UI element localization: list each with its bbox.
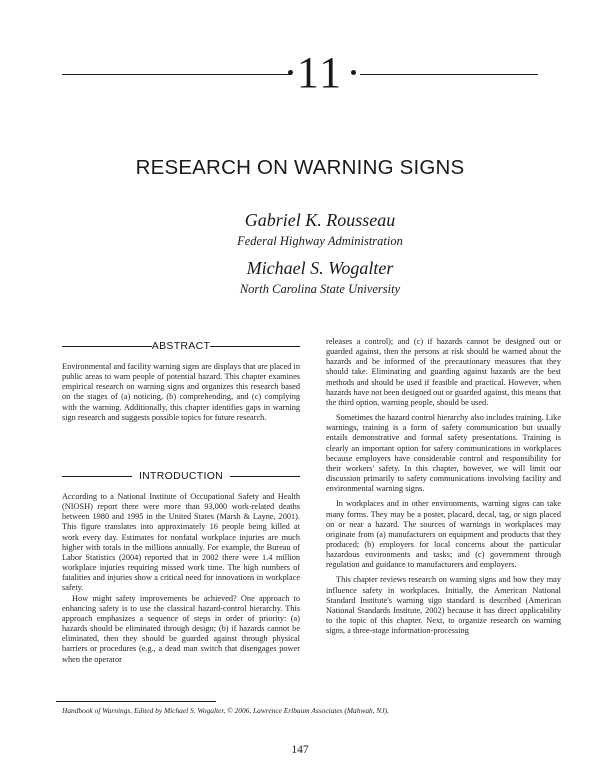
paragraph: This chapter reviews research on warning signs and how they may influence safety in workplaces. Initially, the American National Standard Institute's warning sign standard is described (American National Standards Institute, 2002) because it has direct applicability to the topic of this chapter. Next, to organize research on warning signs, a three-stage information-processing: [326, 575, 561, 636]
author-affiliation: Federal Highway Administration: [237, 234, 403, 248]
paragraph: How might safety improvements be achieved? One approach to enhancing safety is to use the classical hazard-control hierarchy. This approach emphasizes a sequence of steps in order of priority: (a) hazards should be eliminated through design; (b) if hazards cannot be eliminated, then they should be guarded against through physical barriers or procedures (e.g., a dead man switch that disengages power when the operator: [62, 593, 300, 664]
abstract-heading: ABSTRACT: [151, 340, 211, 352]
introduction-heading-block: [62, 470, 300, 484]
author-affiliation: North Carolina State University: [239, 282, 401, 296]
right-column: [326, 337, 561, 636]
abstract-text: Environmental and facility warning signs are displays that are placed in public areas to warn people of potential hazard. This chapter examines empirical research on warning signs and organizes this research based on the stages of (a) noticing, (b) comprehending, and (c) complying with the warning. Additionally, this chapter identifies gaps in warning sign research and suggests possible topics for future research.: [62, 362, 300, 422]
paragraph: According to a National Institute of Occupational Safety and Health (NIOSH) report there were more than 93,000 work-related deaths between 1980 and 1995 in the United States (Marsh & Layne, 2001). This figure translates into approximately 16 people being killed at work every day. Estimates for nonfatal workplace injuries are much higher with totals in the millions annually. For example, the Bureau of Labor Statistics (2004) reported that in 2002 there were 1.4 million workplace injuries requiring missed work time. The high numbers of fatalities and injuries show a critical need for innovations in workplace safety.: [62, 492, 300, 593]
heading-rule: [210, 346, 300, 347]
chapter-number: 11: [296, 48, 344, 97]
footnote-rule: [56, 701, 216, 702]
paragraph: In workplaces and in other environments, warning signs can take many forms. They may be a poster, placard, decal, tag, or sign placed on or near a hazard. The sources of warnings in workplaces may originate from (a) manufacturers on equipment and products that they produced; (b) employers for local concerns about the particular hazardous environments and tasks; and (c) government through regulation and guidance to manufacturers and employers.: [326, 499, 561, 570]
page-number: 147: [291, 744, 309, 756]
copyright-footnote: Handbook of Warnings, Edited by Michael S. Wogalter, © 2006, Lawrence Erlbaum Associates (Mahwah, NJ).: [62, 706, 389, 715]
abstract-text-block: [62, 362, 300, 423]
paragraph: releases a control); and (c) if hazards cannot be designed out or guarded against, then the persons at risk should be warned about the hazards and be informed of the precautionary measures that they should take. Eliminating and guarding against hazards are the best methods and should be used if feasible and practical. However, when hazards have not been designed out or guarded against, this means that the third option, warning people, should be used.: [326, 337, 562, 407]
chapter-ornament-dot: [351, 70, 356, 75]
abstract-heading-block: [62, 340, 300, 354]
chapter-rule-left: [62, 74, 291, 75]
author-name: Gabriel K. Rousseau: [244, 210, 396, 230]
heading-rule: [230, 476, 300, 477]
chapter-rule-right: [360, 74, 538, 75]
chapter-title: RESEARCH ON WARNING SIGNS: [135, 156, 465, 179]
introduction-heading: INTRODUCTION: [138, 470, 224, 482]
paragraph: Sometimes the hazard control hierarchy also includes training. Like warnings, training is a form of safety communication but usually entails demonstrative and formal safety presentations. Training is clearly an important option for safety communications in workplaces because employers have considerable control and responsibility for their workers' safety. In this chapter, however, we will limit our discussion primarily to safety communications involving facility and environmental warning signs.: [326, 413, 561, 494]
introduction-column: [62, 492, 300, 665]
author-name: Michael S. Wogalter: [246, 258, 394, 278]
